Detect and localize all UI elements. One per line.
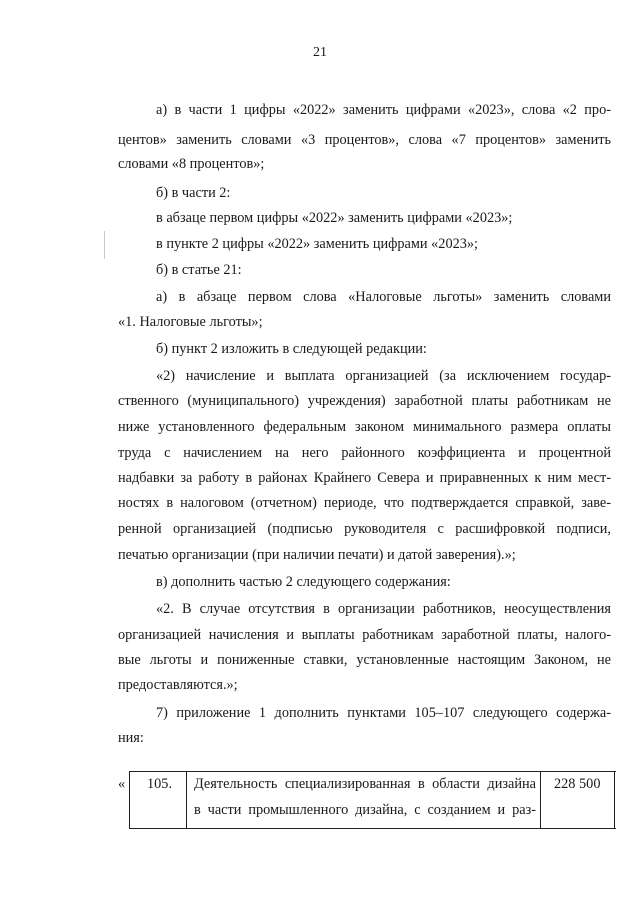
text-line: б) в части 2: [156, 185, 231, 201]
text-line: в абзаце первом цифры «2022» заменить цифрами «2023»; [156, 210, 513, 226]
text-line: ния: [118, 730, 144, 746]
table-divider [186, 772, 187, 828]
text-line: вые льготы и пониженные ставки, установленные настоящим Законом, не [118, 652, 611, 668]
table-divider [540, 772, 541, 828]
text-line: ренной организацией (подписью руководителя с расшифровкой подписи, [118, 521, 611, 537]
text-line: словами «8 процентов»; [118, 156, 265, 172]
text-line: предоставляются.»; [118, 677, 238, 693]
table-open-quote: « [118, 776, 126, 792]
table-activity-line: Деятельность специализированная в области дизайна [194, 776, 536, 792]
page-number: 21 [313, 45, 327, 60]
table-activity-line: в части промышленного дизайна, с созданием и раз- [194, 802, 536, 818]
text-line: ственного (муниципального) учреждения) заработной платы работникам не [118, 393, 611, 409]
text-line: организацией начисления и выплаты работникам заработной платы, налого- [118, 627, 611, 643]
text-line: центов» заменить словами «3 процентов», слова «7 процентов» заменить [118, 132, 611, 148]
text-line: «2) начисление и выплата организацией (за исключением государ- [156, 368, 611, 384]
text-line: в) дополнить частью 2 следующего содержания: [156, 574, 451, 590]
table-row-value: 228 500 [554, 776, 601, 792]
text-line: труда с начислением на него районного коэффициента и процентной [118, 445, 611, 461]
text-line: а) в части 1 цифры «2022» заменить цифрами «2023», слова «2 про- [156, 102, 611, 118]
table-row-number: 105. [147, 776, 173, 792]
text-line: а) в абзаце первом слова «Налоговые льготы» заменить словами [156, 289, 611, 305]
text-line: печатью организации (при наличии печати) и датой заверения).»; [118, 547, 516, 563]
table-divider [614, 772, 615, 828]
text-line: надбавки за работу в районах Крайнего Севера и приравненных к ним мест- [118, 470, 611, 486]
text-line: 7) приложение 1 дополнить пунктами 105–107 следующего содержа- [156, 705, 611, 721]
text-line: ностях в налоговом (отчетном) периоде, что подтверждается справкой, заве- [118, 495, 611, 511]
text-line: «1. Налоговые льготы»; [118, 314, 263, 330]
text-line: б) в статье 21: [156, 262, 242, 278]
text-line: «2. В случае отсутствия в организации работников, неосуществления [156, 601, 611, 617]
text-line: б) пункт 2 изложить в следующей редакции: [156, 341, 427, 357]
text-line: в пункте 2 цифры «2022» заменить цифрами «2023»; [156, 236, 479, 252]
margin-mark [104, 231, 105, 259]
text-line: ниже установленного федеральным законом минимального размера оплаты [118, 419, 611, 435]
